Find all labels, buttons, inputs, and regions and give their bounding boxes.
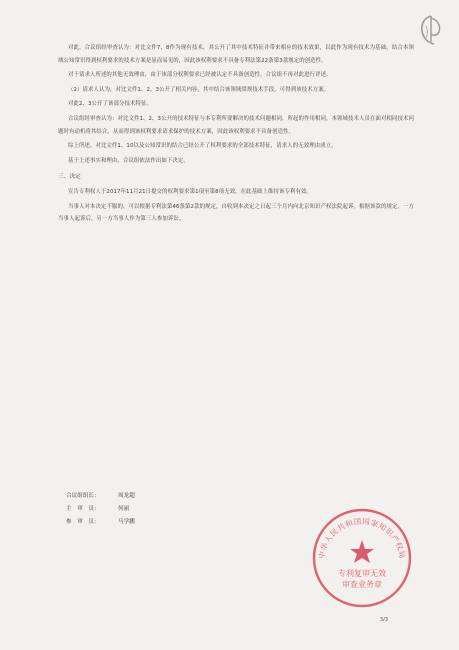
paragraph: （2）请求人认为，对比文件1、2、3公开了相关内容，其中结合该领域常规技术手段，可得到该技术方案。 <box>68 86 330 93</box>
seal-outer-text: 中华人民共和国国家知识产权局 <box>317 516 407 560</box>
paragraph: 对此2、3公开了该部分技术特征。 <box>68 101 152 108</box>
decision-paragraph: 宣告专利权人于2017年11月21日提交的权利要求第1项至第8项无效，在此基础上维持该专利有效。 <box>68 188 312 195</box>
signature-row <box>66 516 266 529</box>
decision-heading: 三、决定 <box>58 174 81 181</box>
seal-inner-line2: 审查业务章 <box>342 580 382 589</box>
paragraph: 合议组经审查认为：对比文件1、2、3公开的技术特征与本专利所要解决的技术问题相同，所起的作用相同，本领域技术人员在面对相同技术问题时有动机将其结合，从而得到该权利要求请求保护的技术方案，因此该权利要求不具备创造性。 <box>58 115 414 135</box>
paragraph: 对此，合议组经审查认为：对比文件7、8作为现有技术，其公开了其中技术特征并带来相应的技术效果，以此作为现有技术为基础，结合本领域公知常识得到权利要求的技术方案是显而易见的，因此该权利要求不具备专利法第22条第3款规定的创造性。 <box>58 45 414 64</box>
page-number: 3/3 <box>380 617 389 623</box>
seal-inner-line1: 专利复审无效 <box>338 569 386 578</box>
signature-block <box>66 490 266 529</box>
signature-name: 周龙超 <box>118 493 135 499</box>
signature-role: 合议组组长： <box>66 493 100 499</box>
signature-row <box>66 503 266 516</box>
paragraph: 对于请求人所述的其他无效理由，由于该部分权利要求已经被认定不具备创造性，合议组不再对此进行评述。 <box>68 72 332 79</box>
signature-role: 参 审 员： <box>66 519 100 525</box>
signature-name: 何丽 <box>118 506 130 512</box>
cnipa-logo-icon <box>418 14 444 46</box>
signature-role: 主 审 员： <box>66 506 100 512</box>
signature-row <box>66 490 266 503</box>
paragraph: 基于上述事实和理由，合议组依法作出如下决定。 <box>68 157 189 164</box>
official-seal-icon <box>310 506 414 610</box>
paragraph: 综上所述，对比文件1、10以及公知常识的结合已经公开了权利要求的全部技术特征，请求人的无效理由成立。 <box>68 143 337 150</box>
decision-paragraph: 当事人对本决定不服的，可以根据专利法第46条第2款的规定，自收到本决定之日起三个月内向北京知识产权法院起诉。根据该款的规定，一方当事人起诉后，另一方当事人作为第三人参加诉讼。 <box>58 203 414 223</box>
signature-name: 马学鹏 <box>118 519 135 525</box>
body-text <box>58 42 414 228</box>
